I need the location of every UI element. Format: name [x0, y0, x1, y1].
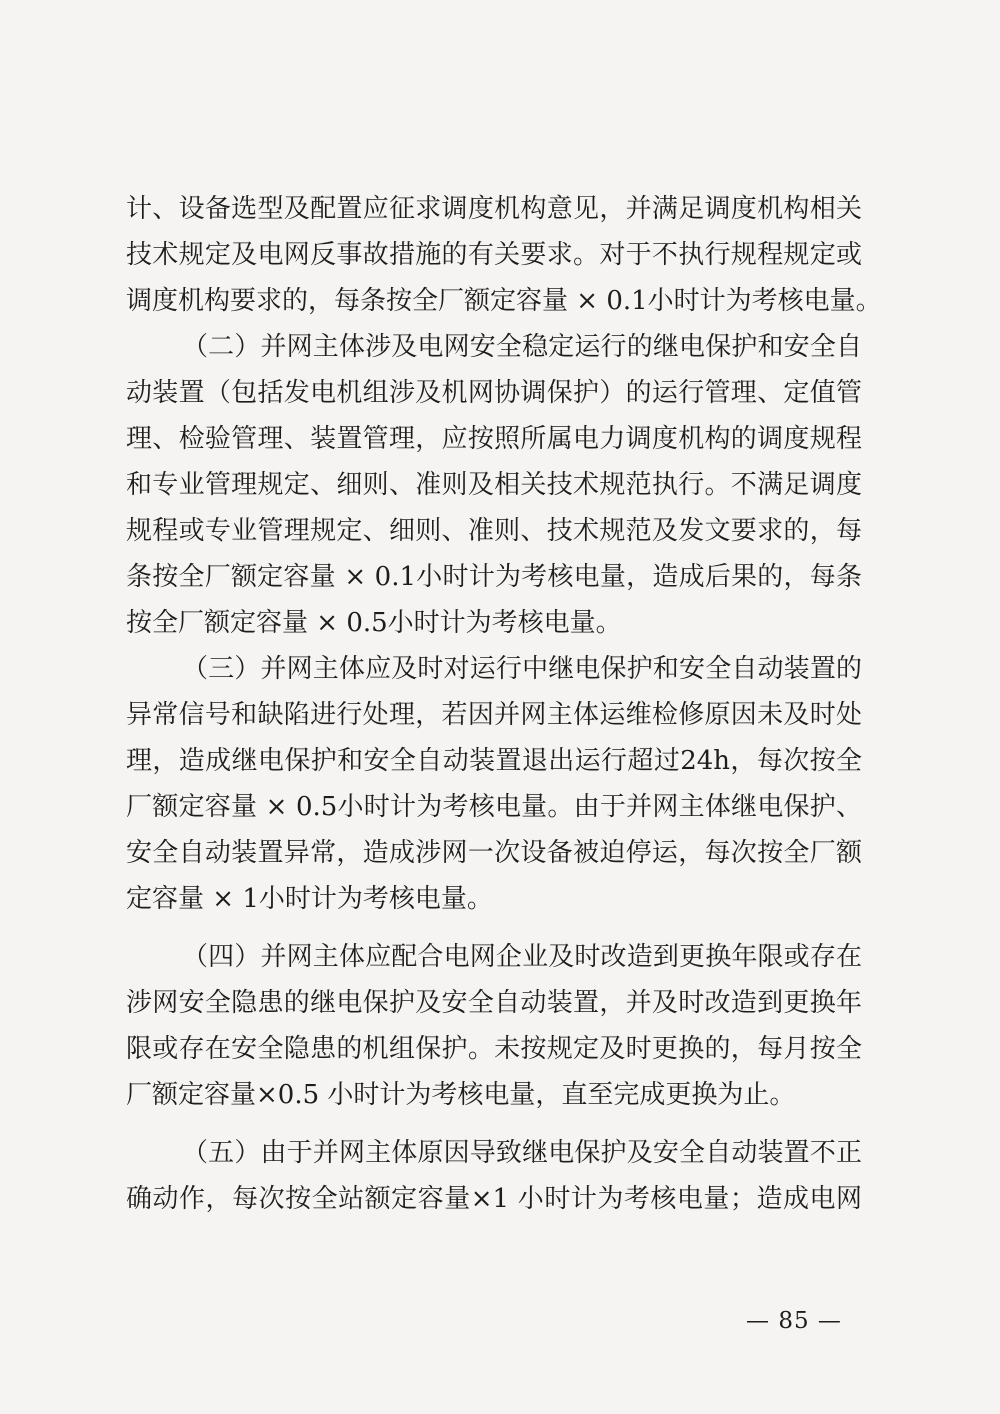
text-line: 技术规定及电网反事故措施的有关要求。对于不执行规程规定或 [126, 240, 862, 270]
text-line: 涉网安全隐患的继电保护及安全自动装置，并及时改造到更换年 [126, 988, 862, 1018]
text-line: 调度机构要求的，每条按全厂额定容量 × 0.1小时计为考核电量。 [126, 286, 882, 316]
paragraph-gap [126, 922, 862, 934]
page-number: — 85 — [746, 1308, 842, 1334]
paragraph-5-first-line: （五）由于并网主体原因导致继电保护及安全自动装置不正 [182, 1138, 862, 1168]
text-line: 厂额定容量×0.5 小时计为考核电量，直至完成更换为止。 [126, 1080, 796, 1110]
paragraph-4-first-line: （四）并网主体应配合电网企业及时改造到更换年限或存在 [182, 942, 862, 972]
text-line: 理、检验管理、装置管理，应按照所属电力调度机构的调度规程 [126, 424, 862, 454]
text-line: 定容量 × 1小时计为考核电量。 [126, 884, 493, 914]
text-line: 限或存在安全隐患的机组保护。未按规定及时更换的，每月按全 [126, 1034, 862, 1064]
text-line: 确动作，每次按全站额定容量×1 小时计为考核电量；造成电网 [126, 1184, 862, 1214]
paragraph-gap [126, 1118, 862, 1130]
text-line: 理，造成继电保护和安全自动装置退出运行超过24h，每次按全 [126, 746, 862, 776]
text-line: 计、设备选型及配置应征求调度机构意见，并满足调度机构相关 [126, 194, 862, 224]
text-line: 按全厂额定容量 × 0.5小时计为考核电量。 [126, 608, 622, 638]
text-line: 动装置（包括发电机组涉及机网协调保护）的运行管理、定值管 [126, 378, 862, 408]
text-line: 厂额定容量 × 0.5小时计为考核电量。由于并网主体继电保护、 [126, 792, 862, 822]
paragraph-3-first-line: （三）并网主体应及时对运行中继电保护和安全自动装置的 [182, 654, 862, 684]
document-body [126, 186, 882, 1222]
text-line: 安全自动装置异常，造成涉网一次设备被迫停运，每次按全厂额 [126, 838, 862, 868]
text-line: 和专业管理规定、细则、准则及相关技术规范执行。不满足调度 [126, 470, 862, 500]
text-line: 异常信号和缺陷进行处理，若因并网主体运维检修原因未及时处 [126, 700, 862, 730]
text-line: 规程或专业管理规定、细则、准则、技术规范及发文要求的，每 [126, 516, 862, 546]
text-line: 条按全厂额定容量 × 0.1小时计为考核电量，造成后果的，每条 [126, 562, 862, 592]
paragraph-2-first-line: （二）并网主体涉及电网安全稳定运行的继电保护和安全自 [182, 332, 862, 362]
